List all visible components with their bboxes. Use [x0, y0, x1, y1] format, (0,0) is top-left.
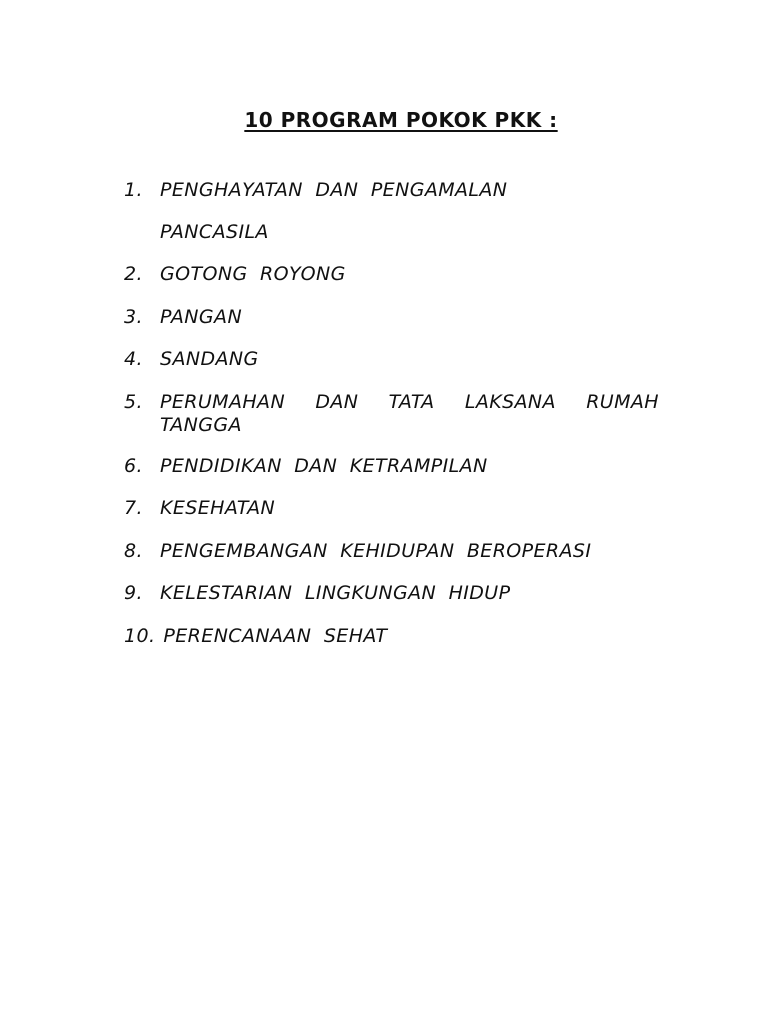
list-item-text: PERENCANAAN SEHAT	[163, 625, 388, 647]
list-item-number: 1.	[124, 179, 143, 201]
list-item-number: 9.	[124, 582, 143, 604]
list-item-number: 6.	[124, 455, 143, 477]
list-item-number: 7.	[124, 497, 143, 519]
list-item-text: KELESTARIAN LINGKUNGAN HIDUP	[160, 582, 511, 604]
list-item	[124, 391, 659, 437]
list-item	[124, 582, 510, 605]
list-item-text: PERUMAHAN DAN TATA LAKSANA RUMAH	[160, 391, 659, 413]
list-item-text: PENGEMBANGAN KEHIDUPAN BEROPERASI	[160, 540, 592, 562]
list-item	[124, 306, 242, 329]
list-item-number: 10.	[124, 625, 156, 647]
list-item	[124, 263, 346, 286]
list-item-text: KESEHATAN	[160, 497, 276, 519]
list-item-text: GOTONG ROYONG	[160, 263, 346, 285]
list-item	[124, 625, 387, 648]
document-title: 10 PROGRAM POKOK PKK :	[244, 108, 558, 132]
list-item-text: SANDANG	[160, 348, 259, 370]
list-item	[124, 348, 259, 371]
list-item-text: PANCASILA	[160, 221, 269, 243]
list-item-text: PANGAN	[160, 306, 243, 328]
list-item-number: 5.	[124, 391, 143, 413]
list-item-continuation	[160, 221, 269, 244]
list-item-number: 4.	[124, 348, 143, 370]
list-item-number: 3.	[124, 306, 143, 328]
list-item	[124, 455, 488, 478]
list-item-text: PENGHAYATAN DAN PENGAMALAN	[160, 179, 508, 201]
list-item-text-continuation: TANGGA	[160, 414, 242, 436]
list-item-number: 2.	[124, 263, 143, 285]
list-item	[124, 179, 507, 202]
list-item	[124, 540, 591, 563]
list-item-text: PENDIDIKAN DAN KETRAMPILAN	[160, 455, 488, 477]
list-item-number: 8.	[124, 540, 143, 562]
list-item	[124, 497, 275, 520]
